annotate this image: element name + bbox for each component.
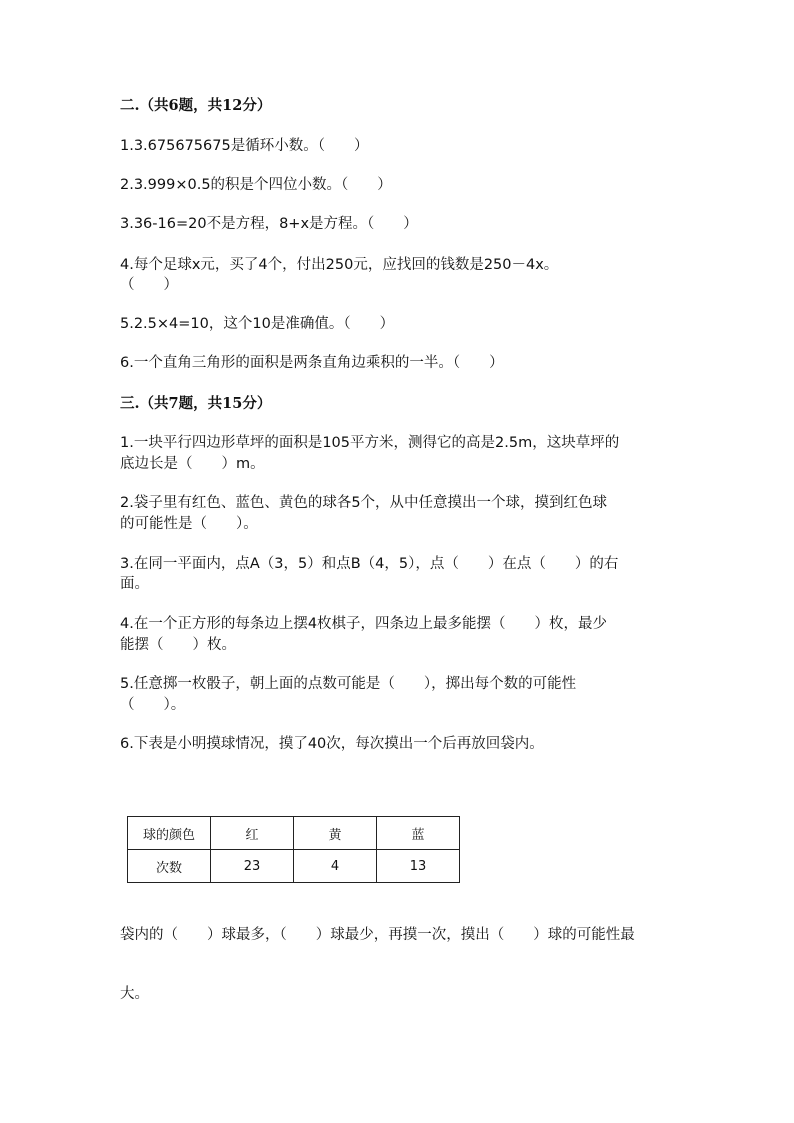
section-3-question-4-line-1: 4.在一个正方形的每条边上摆4枚棋子，四条边上最多能摆（ ）枚，最少 xyxy=(120,616,608,632)
ball-count-table xyxy=(127,816,460,883)
table-cell: 4 xyxy=(294,850,377,883)
table-row xyxy=(128,850,460,883)
table-header-cell: 蓝 xyxy=(377,817,460,850)
table-header-cell: 球的颜色 xyxy=(128,817,211,850)
section-2-question-4-line-1: 4.每个足球x元，买了4个，付出250元，应找回的钱数是250－4x。 xyxy=(120,257,559,273)
section-3-question-3-line-2: 面。 xyxy=(120,576,149,592)
section-2-question-1: 1.3.675675675是循环小数。（ ） xyxy=(120,138,369,154)
section-3-question-6: 6.下表是小明摸球情况，摸了40次，每次摸出一个后再放回袋内。 xyxy=(120,736,544,752)
table-cell: 23 xyxy=(211,850,294,883)
section-3-question-5-line-2: （ ）。 xyxy=(120,697,186,713)
table-question-line-2: 大。 xyxy=(120,986,149,1002)
section-3-question-3-line-1: 3.在同一平面内，点A（3，5）和点B（4，5），点（ ）在点（ ）的右 xyxy=(120,556,619,572)
section-2-question-6: 6.一个直角三角形的面积是两条直角边乘积的一半。（ ） xyxy=(120,355,504,371)
section-3-question-4-line-2: 能摆（ ）枚。 xyxy=(120,637,236,653)
section-2-question-2: 2.3.999×0.5的积是个四位小数。（ ） xyxy=(120,177,392,193)
section-3-question-1-line-2: 底边长是（ ）m。 xyxy=(120,456,265,472)
table-question-line-1: 袋内的（ ）球最多，（ ）球最少，再摸一次，摸出（ ）球的可能性最 xyxy=(120,927,635,943)
table-cell: 13 xyxy=(377,850,460,883)
section-3-heading: 三.（共7题，共15分） xyxy=(120,395,272,412)
section-3-question-5-line-1: 5.任意掷一枚骰子，朝上面的点数可能是（ ），掷出每个数的可能性 xyxy=(120,676,577,692)
table-header-cell: 黄 xyxy=(294,817,377,850)
section-2-question-4-line-2: （ ） xyxy=(120,277,178,293)
section-2-heading: 二.（共6题，共12分） xyxy=(120,97,272,114)
table-header-cell: 红 xyxy=(211,817,294,850)
section-2-question-5: 5.2.5×4=10，这个10是准确值。（ ） xyxy=(120,316,395,332)
section-2-question-3: 3.36-16=20不是方程，8+x是方程。（ ） xyxy=(120,216,418,232)
section-3-question-2-line-2: 的可能性是（ ）。 xyxy=(120,516,258,532)
section-3-question-1-line-1: 1.一块平行四边形草坪的面积是105平方米，测得它的高是2.5m，这块草坪的 xyxy=(120,435,620,451)
table-cell: 次数 xyxy=(128,850,211,883)
table-header-row xyxy=(128,817,460,850)
section-3-question-2-line-1: 2.袋子里有红色、蓝色、黄色的球各5个，从中任意摸出一个球，摸到红色球 xyxy=(120,495,608,511)
